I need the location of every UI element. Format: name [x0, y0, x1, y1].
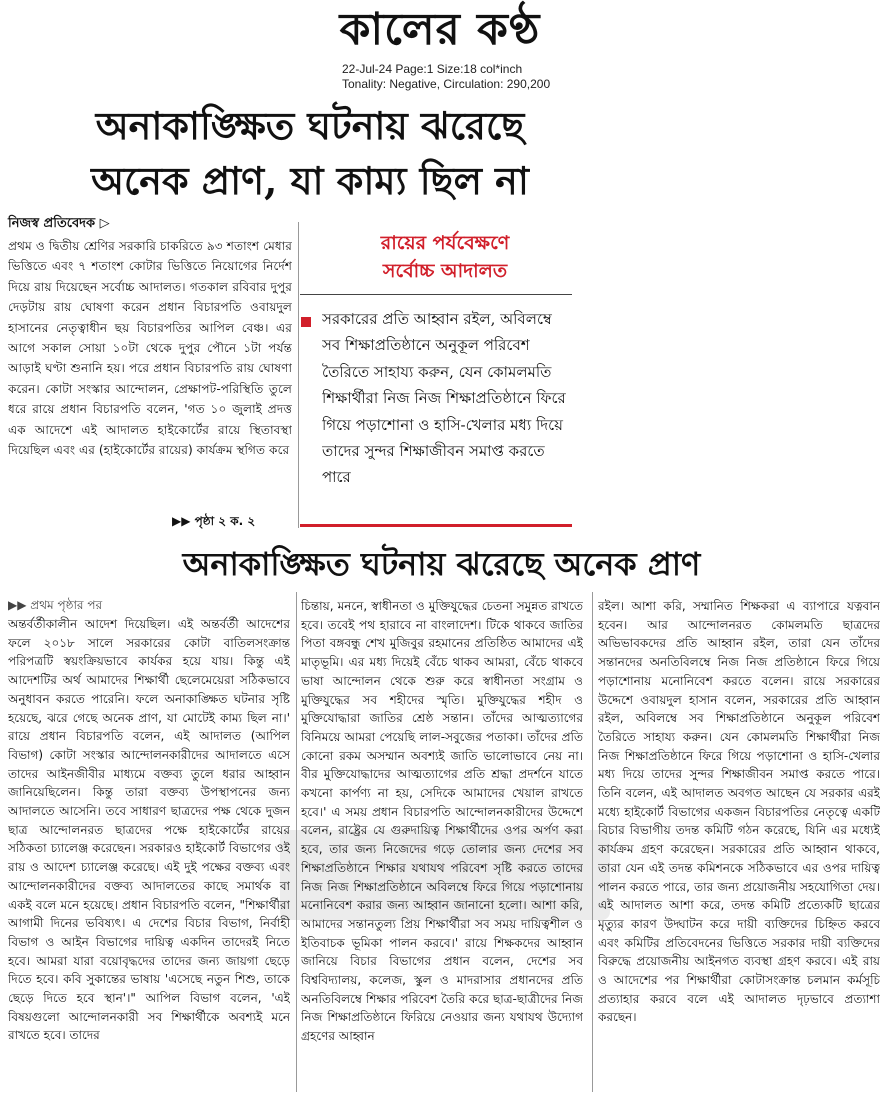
clipping-meta-line2: Tonality: Negative, Circulation: 290,200	[342, 77, 551, 91]
continued-from-label: ▶▶ প্রথম পৃষ্ঠার পর	[8, 598, 103, 612]
sidebar-bottom-rule	[300, 524, 572, 527]
continuation-column-3: রইল। আশা করি, সম্মানিত শিক্ষকরা এ ব্যাপারে যত্নবান হবেন। আর আন্দোলনরত কোমলমতি ছাত্রদের অভিভাবকদের প্রতি আহ্বান রইল, তারা যেন তাঁদের সন্তানদের অনতিবিলম্বে নিজ নিজ প্রতিষ্ঠানে ফিরে গিয়ে পড়াশোনায় মনোনিবেশ করতে বলেন। রায়ে সরকারের উদ্দেশে ওবায়দুল হাসান বলেন, সরকারের প্রতি আহ্বান রইল, অবিলম্বে সব শিক্ষাপ্রতিষ্ঠানে অনুকূল পরিবেশ তৈরিতে সাহায্য করুন। যেন কোমলমতি শিক্ষার্থীরা নিজ নিজ শিক্ষাপ্রতিষ্ঠানে ফিরে গিয়ে পড়াশোনা ও হাসি-খেলার মধ্য দিয়ে তাদের সুন্দর শিক্ষাজীবন সমাপ্ত করতে পারে। তিনি বলেন, এই আদালত অবগত আছেন যে সরকার এরই মধ্যে হাইকোর্ট বিভাগের একজন বিচারপতির নেতৃত্বে একটি বিচার বিভাগীয় তদন্ত কমিটি গঠন করেছে, যিনি এর মধ্যেই কার্যক্রম গ্রহণ করেছেন। সরকারের প্রতি আহ্বান থাকবে, তারা যেন এই তদন্ত কমিশনকে সঠিকভাবে এর ওপর দায়িত্ব পালন করতে পারে, তার জন্য প্রয়োজনীয় সহযোগিতা দেয়। এই আদালত আশা করে, তদন্ত কমিটি প্রত্যেকটি ছাত্রের মৃত্যুর কারণ উদ্ঘাটন করে দায়ী ব্যক্তিদের চিহ্নিত করবে এবং কমিটির প্রতিবেদনের ভিত্তিতে সরকার দায়ী ব্যক্তিদের বিরুদ্ধে প্রয়োজনীয় আইনগত ব্যবস্থা গ্রহণ করবে। এই রায় ও আদেশের পর শিক্ষার্থীরা কোটাসংক্রান্ত চলমান কর্মসূচি প্রত্যাহার করবে বলে এই আদালত দৃঢ়ভাবে প্রত্যাশা করছেন।	[598, 599, 880, 1025]
sidebar-kicker-line2: সর্বোচ্চ আদালত	[382, 260, 508, 282]
column-divider	[592, 592, 593, 1092]
bullet-square-icon	[301, 317, 311, 327]
main-headline-line1: অনাকাঙ্ক্ষিত ঘটনায় ঝরেছে	[95, 103, 525, 148]
sidebar-top-rule	[300, 294, 572, 295]
sidebar-kicker-line1: রায়ের পর্যবেক্ষণে	[380, 232, 510, 254]
continuation-column-2: চিন্তায়, মননে, স্বাধীনতা ও মুক্তিযুদ্ধের চেতনা সমুন্নত রাখতে হবে। তবেই পথ হারাবে না বাংলাদেশ। টিকে থাকবে জাতির পিতা বঙ্গবন্ধু শেখ মুজিবুর রহমানের প্রতিষ্ঠিত আমাদের এই মাতৃভূমি। এর মধ্য দিয়েই বেঁচে থাকব আমরা, বেঁচে থাকবে ভাষা আন্দোলন থেকে শুরু করে স্বাধীনতা সংগ্রাম ও মুক্তিযুদ্ধের সব শহীদের স্মৃতি। মুক্তিযুদ্ধের শহীদ ও মুক্তিযোদ্ধারা জাতির শ্রেষ্ঠ সন্তান। তাঁদের আত্মত্যাগের বিনিময়ে আমরা পেয়েছি লাল-সবুজের পতাকা। তাঁদের প্রতি কোনো রকম অসম্মান অবশ্যই জাতি ভালোভাবে নেয় না। বীর মুক্তিযোদ্ধাদের আত্মত্যাগের প্রতি শ্রদ্ধা প্রদর্শনে যাতে কখনো কার্পণ্য না হয়, সেদিকে আমাদের খেয়াল রাখতে হবে।' এ সময় প্রধান বিচারপতি আন্দোলনকারীদের উদ্দেশে বলেন, রাষ্ট্রের যে গুরুদায়িত্ব শিক্ষার্থীদের ওপর অর্পণ করা হবে, তার জন্য নিজেদের গড়ে তোলার জন্য দেশের সব শিক্ষাপ্রতিষ্ঠানে শিক্ষার যথাযথ পরিবেশ সৃষ্টি করতে তাদের নিজ নিজ শিক্ষাপ্রতিষ্ঠানে অবিলম্বে ফিরে গিয়ে পড়াশোনায় মনোনিবেশ করার জন্য আহ্বান জানানো হলো। আশা করি, আমাদের সন্তানতুল্য প্রিয় শিক্ষার্থীরা সব সময় দায়িত্বশীল ও ইতিবাচক ভূমিকা পালন করবে।' রায়ে শিক্ষকদের আহ্বান জানিয়ে বিচার বিভাগের প্রধান বলেন, দেশের সব বিশ্ববিদ্যালয়, কলেজ, স্কুল ও মাদরাসার প্রধানদের প্রতি অনতিবিলম্বে শিক্ষার পরিবেশ তৈরি করে ছাত্র-ছাত্রীদের নিজ নিজ শিক্ষাপ্রতিষ্ঠানে ফিরিয়ে নেওয়ার জন্য যথাযথ উদ্যোগ গ্রহণের আহ্বান	[301, 599, 583, 1044]
sidebar-quote: সরকারের প্রতি আহ্বান রইল, অবিলম্বে সব শিক্ষাপ্রতিষ্ঠানে অনুকূল পরিবেশ তৈরিতে সাহায্য করুন, যেন কোমলমতি শিক্ষার্থীরা নিজ নিজ শিক্ষাপ্রতিষ্ঠানে ফিরে গিয়ে পড়াশোনা ও হাসি-খেলার মধ্য দিয়ে তাদের সুন্দর শিক্ষাজীবন সমাপ্ত করতে পারে	[322, 310, 566, 487]
column-divider	[298, 222, 299, 528]
continuation-headline: অনাকাঙ্ক্ষিত ঘটনায় ঝরেছে অনেক প্রাণ	[182, 545, 701, 583]
column-divider	[296, 592, 297, 1092]
clipping-meta-line1: 22-Jul-24 Page:1 Size:18 col*inch	[342, 62, 523, 76]
masthead-logo: কালের কণ্ঠ	[339, 4, 541, 55]
lead-article-body: প্রথম ও দ্বিতীয় শ্রেণির সরকারি চাকরিতে ৯৩ শতাংশ মেধার ভিত্তিতে এবং ৭ শতাংশ কোটার ভিত্তিতে নিয়োগের নির্দেশ দিয়ে রায় দিয়েছেন সর্বোচ্চ আদালত। গতকাল রবিবার দুপুর দেড়টায় রায় ঘোষণা করেন প্রধান বিচারপতি ওবায়দুল হাসানের নেতৃত্বাধীন ছয় বিচারপতির আপিল বেঞ্চ। এর আগে সকাল সোয়া ১০টা থেকে দুপুর পৌনে ১টা পর্যন্ত আড়াই ঘণ্টা শুনানি হয়। পরে প্রধান বিচারপতি রায় ঘোষণা করেন। কোটা সংস্কার আন্দোলন, প্রেক্ষাপট-পরিস্থিতি তুলে ধরে রায়ে প্রধান বিচারপতি বলেন, 'গত ১০ জুলাই প্রদত্ত এক আদেশে এই আদালত হাইকোর্টের রায়ে স্থিতাবস্থা দিয়েছিল এবং এর (হাইকোর্টের রায়ের) কার্যক্রম স্থগিত করে	[8, 239, 292, 458]
continuation-column-1: অন্তর্বর্তীকালীন আদেশ দিয়েছিল। এই অন্তর্বর্তী আদেশের ফলে ২০১৮ সালে সরকারের কোটা বাতিলসংক্রান্ত পরিপত্রটি স্বয়ংক্রিয়ভাবে কার্যকর হয়ে যায়। কিন্তু এই আদেশটির অর্থ আমাদের শিক্ষার্থী ছেলেমেয়েরা সঠিকভাবে অনুধাবন করতে পারেনি। ফলে অনাকাঙ্ক্ষিত ঘটনার সৃষ্টি হয়েছে, ঝরে গেছে অনেক প্রাণ, যা মোটেই কাম্য ছিল না।' রায়ে প্রধান বিচারপতি বলেন, এই আদালত (আপিল বিভাগ) কোটা সংস্কার আন্দোলনকারীদের আদালতে এসে তাদের আইনজীবীর মাধ্যমে বক্তব্য তুলে ধরার আহ্বান জানিয়েছিলেন। কিন্তু তারা বক্তব্য উপস্থাপনের জন্য আদালতে আসেনি। তবে সাধারণ ছাত্রদের পক্ষ থেকে দুজন ছাত্র আন্দোলনরত ছাত্রদের পক্ষে হাইকোর্টের রায়ের সঠিকতা চ্যালেঞ্জ করেছেন। সরকারও হাইকোর্ট বিভাগের ওই রায় ও আদেশ চ্যালেঞ্জ করেছে। এই দুই পক্ষের বক্তব্য এবং আন্দোলনকারীদের বক্তব্য আদালতের কাছে সমার্থক বা একই বলে মনে হয়েছে। প্রধান বিচারপতি বলেন, "শিক্ষার্থীরা আগামী দিনের ভবিষ্যৎ। এ দেশের বিচার বিভাগ, নির্বাহী বিভাগ ও আইন বিভাগের দায়িত্ব একদিন তাদেরই নিতে হবে। আমরা যারা বয়োবৃদ্ধদের তাদের জন্য জায়গা ছেড়ে দিতে হবে। কবি সুকান্তের ভাষায় 'এসেছে নতুন শিশু, তাকে ছেড়ে দিতে হবে স্থান'।" আপিল বিভাগ বলেন, 'এই বিষয়গুলো আন্দোলনকারী সব শিক্ষার্থীকে অবশ্যই মনে রাখতে হবে। তাদের	[8, 617, 290, 1043]
byline: নিজস্ব প্রতিবেদক ▷	[8, 216, 110, 231]
jump-to-page-link: ▶▶ পৃষ্ঠা ২ ক. ২	[172, 514, 256, 528]
main-headline-line2: অনেক প্রাণ, যা কাম্য ছিল না	[91, 158, 529, 203]
